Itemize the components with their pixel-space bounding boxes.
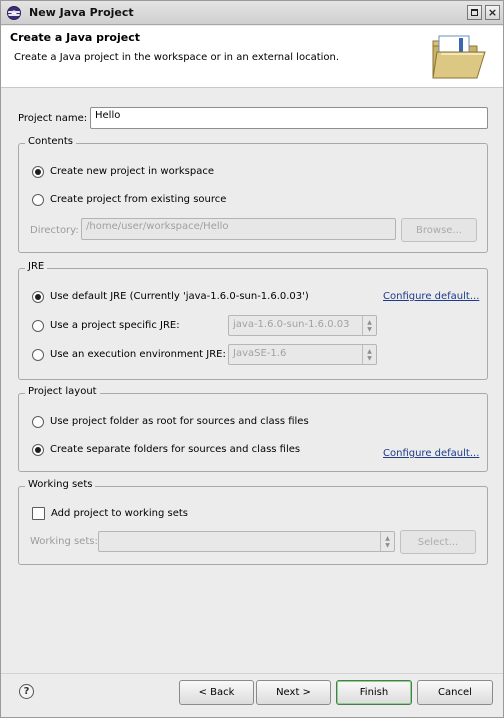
eclipse-icon bbox=[7, 6, 21, 20]
working-sets-select[interactable] bbox=[98, 531, 395, 552]
default-jre-label[interactable]: Use default JRE (Currently 'java-1.6.0-sun-1.6.0.03') bbox=[50, 291, 309, 302]
directory-label: Directory: bbox=[30, 225, 79, 236]
layout-configure-default-link[interactable]: Configure default... bbox=[383, 448, 480, 459]
execution-env-jre-radio[interactable] bbox=[32, 349, 44, 361]
project-specific-jre-label[interactable]: Use a project specific JRE: bbox=[50, 320, 180, 331]
default-jre-radio[interactable] bbox=[32, 291, 44, 303]
execution-env-jre-select[interactable] bbox=[228, 344, 377, 365]
help-icon[interactable]: ? bbox=[19, 684, 34, 699]
project-folder-root-radio[interactable] bbox=[32, 416, 44, 428]
project-specific-jre-select[interactable] bbox=[228, 315, 377, 336]
directory-field[interactable]: /home/user/workspace/Hello bbox=[81, 218, 396, 240]
project-name-label: Project name: bbox=[18, 113, 88, 124]
wizard-header bbox=[1, 26, 503, 88]
create-new-project-radio[interactable] bbox=[32, 166, 44, 178]
page-description: Create a Java project in the workspace or in an external location. bbox=[14, 52, 340, 63]
cancel-button[interactable]: Cancel bbox=[417, 680, 493, 705]
separate-folders-label[interactable]: Create separate folders for sources and class files bbox=[50, 444, 301, 455]
browse-button[interactable]: Browse... bbox=[401, 218, 477, 242]
java-folder-icon bbox=[429, 32, 489, 82]
title-bar[interactable] bbox=[1, 1, 503, 25]
working-sets-label: Working sets: bbox=[30, 536, 98, 547]
window-title: New Java Project bbox=[29, 6, 134, 19]
project-layout-group bbox=[18, 386, 488, 472]
create-from-existing-label[interactable]: Create project from existing source bbox=[50, 194, 227, 205]
finish-button[interactable]: Finish bbox=[336, 680, 412, 705]
contents-group-title: Contents bbox=[25, 136, 76, 147]
create-new-project-label[interactable]: Create new project in workspace bbox=[50, 166, 214, 177]
maximize-icon bbox=[471, 9, 478, 16]
project-specific-jre-value: java-1.6.0-sun-1.6.0.03 bbox=[233, 319, 350, 330]
close-icon: × bbox=[487, 6, 498, 19]
select-working-sets-button[interactable]: Select... bbox=[400, 530, 476, 554]
back-button[interactable]: < Back bbox=[179, 680, 254, 705]
execution-env-jre-label[interactable]: Use an execution environment JRE: bbox=[50, 349, 226, 360]
project-specific-jre-radio[interactable] bbox=[32, 320, 44, 332]
page-title: Create a Java project bbox=[10, 31, 140, 44]
spinner-arrows-icon: ▲ ▼ bbox=[362, 316, 376, 335]
close-button[interactable] bbox=[485, 5, 500, 20]
working-sets-group-title: Working sets bbox=[25, 479, 95, 490]
next-button[interactable]: Next > bbox=[256, 680, 331, 705]
spinner-arrows-icon: ▲ ▼ bbox=[362, 345, 376, 364]
project-folder-root-label[interactable]: Use project folder as root for sources and class files bbox=[50, 416, 309, 427]
jre-configure-default-link[interactable]: Configure default... bbox=[383, 291, 480, 302]
project-layout-group-title: Project layout bbox=[25, 386, 100, 397]
jre-group-title: JRE bbox=[25, 261, 47, 272]
project-name-field[interactable]: Hello bbox=[90, 107, 488, 129]
separate-folders-radio[interactable] bbox=[32, 444, 44, 456]
maximize-button[interactable] bbox=[467, 5, 482, 20]
add-to-working-sets-checkbox[interactable] bbox=[32, 507, 45, 520]
add-to-working-sets-label[interactable]: Add project to working sets bbox=[51, 508, 188, 519]
create-from-existing-radio[interactable] bbox=[32, 194, 44, 206]
button-bar-separator bbox=[1, 673, 503, 674]
execution-env-jre-value: JavaSE-1.6 bbox=[233, 348, 287, 359]
spinner-arrows-icon: ▲ ▼ bbox=[380, 532, 394, 551]
